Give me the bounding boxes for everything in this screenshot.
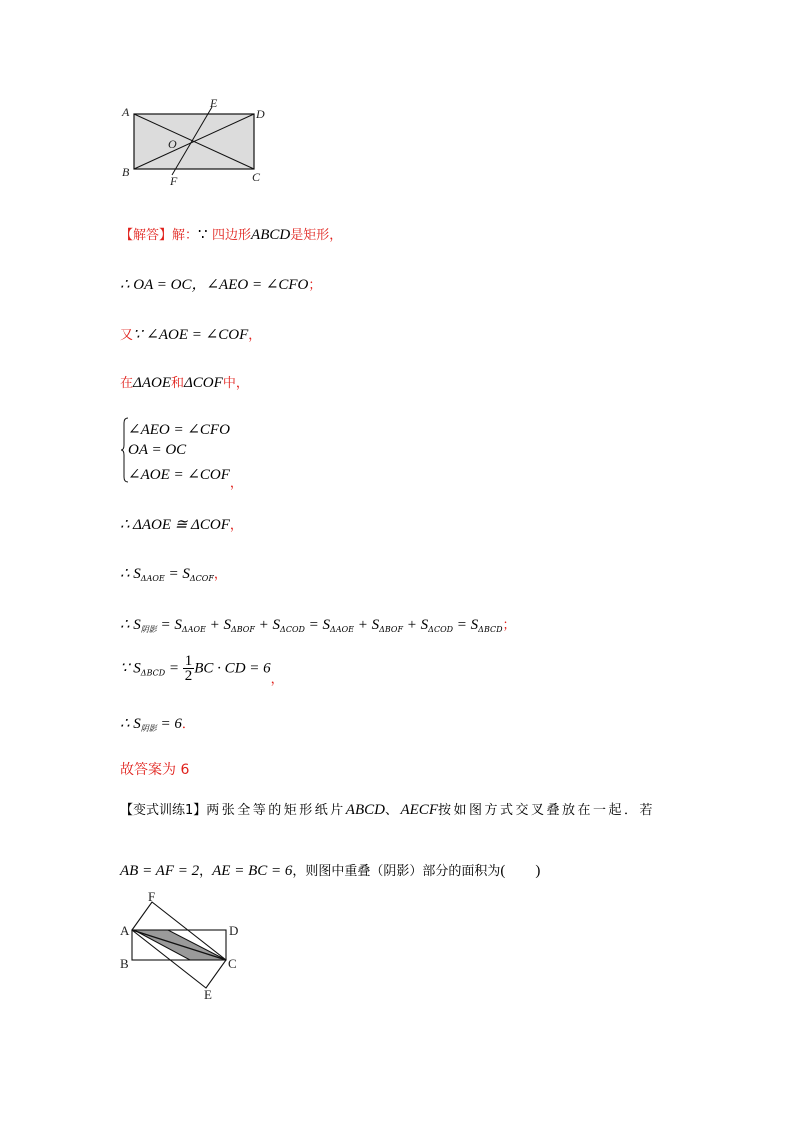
solution-line-9-sub: ΔBCD xyxy=(140,668,166,678)
solution-line-7 xyxy=(120,563,227,583)
exercise-cond-2: AE = BC = 6 xyxy=(212,863,293,879)
figure1-label-b: B xyxy=(122,165,130,179)
solution-line-4-tri1: ΔAOE xyxy=(133,375,171,391)
solution-line-8-sub7: ΔCOD xyxy=(428,625,454,634)
figure-two-rectangles xyxy=(118,890,258,1002)
solution-line-7-eq: = S xyxy=(164,566,190,582)
figure2-label-f: F xyxy=(148,890,156,904)
fraction-denominator: 2 xyxy=(184,668,193,684)
solution-line-6-punct: ， xyxy=(229,518,243,533)
solution-line-9-eq: = xyxy=(165,660,183,677)
figure1-label-e: E xyxy=(210,96,218,110)
solution-line-10-lead: ∴ S xyxy=(120,716,141,732)
solution-line-10-punct: ． xyxy=(181,717,195,732)
solution-line-8-sub8: ΔBCD xyxy=(478,625,503,634)
solution-since-symbol: ∵ xyxy=(198,227,208,243)
solution-line-7-punct: ， xyxy=(213,567,227,582)
solution-intro-text: 四边形 xyxy=(212,228,252,243)
figure2-label-b: B xyxy=(120,956,129,971)
solution-line-10-rest: = 6 xyxy=(156,716,182,732)
solution-line-3-prefix: 又 xyxy=(120,328,134,343)
solution-jie: 解： xyxy=(172,228,199,243)
solution-line-8-sub4: ΔCOD xyxy=(280,625,305,634)
solution-line-9-rest: BC · CD = 6 xyxy=(194,660,271,677)
fraction-numerator: 1 xyxy=(184,653,193,669)
solution-line-8-t7: = S xyxy=(453,617,479,633)
answer-line: 故答案为 6 xyxy=(120,762,190,778)
solution-tag: 【解答】 xyxy=(120,228,173,243)
figure1-label-d: D xyxy=(256,107,265,121)
solution-line-9-lead: ∵ S xyxy=(120,660,141,677)
solution-line-8-t1: = S xyxy=(156,617,182,633)
exercise-text-1: 两张全等的矩形纸片 xyxy=(206,803,346,818)
figure2-label-d: D xyxy=(229,923,239,938)
system-punct: ， xyxy=(229,476,243,491)
system-equation-3-math: ∠AOE = ∠COF xyxy=(128,467,230,483)
figure1-label-f: F xyxy=(170,174,178,188)
solution-line-8-sub6: ΔBOF xyxy=(379,625,404,634)
solution-line-8-t3: + S xyxy=(254,617,281,633)
solution-line-8-sub3: ΔBOF xyxy=(231,625,255,634)
exercise-line-2 xyxy=(120,859,540,880)
figure1-label-a: A xyxy=(122,105,130,119)
exercise-aecf: AECF xyxy=(400,802,438,818)
solution-intro-end: 是矩形， xyxy=(290,228,343,243)
exercise-sep: 、 xyxy=(384,803,401,818)
figure2-diagonal-ac xyxy=(132,930,226,960)
exercise-line-1 xyxy=(120,799,655,819)
exercise-comma-1: ， xyxy=(199,864,213,879)
exercise-cond-1: AB = AF = 2 xyxy=(120,863,200,879)
solution-line-8-t6: + S xyxy=(403,617,429,633)
figure1-label-c: C xyxy=(252,170,261,184)
exercise-text-2: 按如图方式交叉叠放在一起．若 xyxy=(437,803,655,818)
solution-line-8-sub2: ΔAOE xyxy=(181,625,206,634)
solution-line-8-sub5: ΔAOE xyxy=(330,625,354,634)
solution-line-8-sub1: 阴影 xyxy=(140,625,157,634)
solution-line-8-lead: ∴ S xyxy=(120,617,141,633)
system-equation-1: ∠AEO = ∠CFO xyxy=(128,422,230,438)
solution-line-9-punct: ， xyxy=(270,671,284,687)
figure1-label-o: O xyxy=(168,137,177,151)
solution-line-8-punct: ； xyxy=(502,618,516,633)
solution-line-9-fraction xyxy=(183,654,195,683)
solution-line-4-tri2: ΔCOF xyxy=(184,375,223,391)
solution-intro xyxy=(120,224,342,244)
solution-line-8-t2: + S xyxy=(205,617,231,633)
solution-line-9 xyxy=(120,653,284,687)
figure-rectangle-abcd xyxy=(118,95,278,190)
solution-intro-abcd: ABCD xyxy=(251,227,291,243)
solution-line-3-punct: ， xyxy=(248,328,262,343)
solution-line-7-lead: ∴ S xyxy=(120,566,141,582)
solution-line-10 xyxy=(120,713,195,734)
solution-line-4-zai: 在 xyxy=(120,376,134,391)
exercise-tag: 【变式训练1】 xyxy=(120,803,207,818)
figure2-label-e: E xyxy=(204,987,212,1002)
solution-line-4 xyxy=(120,372,249,392)
exercise-abcd: ABCD xyxy=(345,802,385,818)
solution-line-4-he: 和 xyxy=(170,376,184,391)
figure2-label-c: C xyxy=(228,956,237,971)
solution-line-8-t5: + S xyxy=(354,617,380,633)
figure2-label-a: A xyxy=(120,923,130,938)
solution-line-2-punct: ； xyxy=(308,278,322,293)
solution-line-2-math: ∴ OA = OC，∠AEO = ∠CFO xyxy=(120,277,309,293)
solution-line-3-math: ∵ ∠AOE = ∠COF xyxy=(133,327,249,343)
exercise-text-3: ，则图中重叠（阴影）部分的面积为 xyxy=(292,864,501,879)
exercise-answer-paren: ( ) xyxy=(500,863,541,879)
solution-line-8 xyxy=(120,614,516,635)
solution-line-10-sub: 阴影 xyxy=(140,724,157,733)
solution-line-8-t4: = S xyxy=(304,617,331,633)
system-equation-3 xyxy=(128,464,243,491)
solution-line-6 xyxy=(120,514,243,534)
solution-line-7-sub1: ΔAOE xyxy=(140,574,165,583)
solution-line-6-math: ∴ ΔAOE ≅ ΔCOF xyxy=(120,517,230,533)
solution-line-3 xyxy=(120,324,261,344)
solution-line-4-zhong: 中， xyxy=(222,376,249,391)
solution-line-2 xyxy=(120,273,321,294)
system-equation-2: OA = OC xyxy=(128,442,187,458)
solution-line-7-sub2: ΔCOF xyxy=(189,574,214,583)
